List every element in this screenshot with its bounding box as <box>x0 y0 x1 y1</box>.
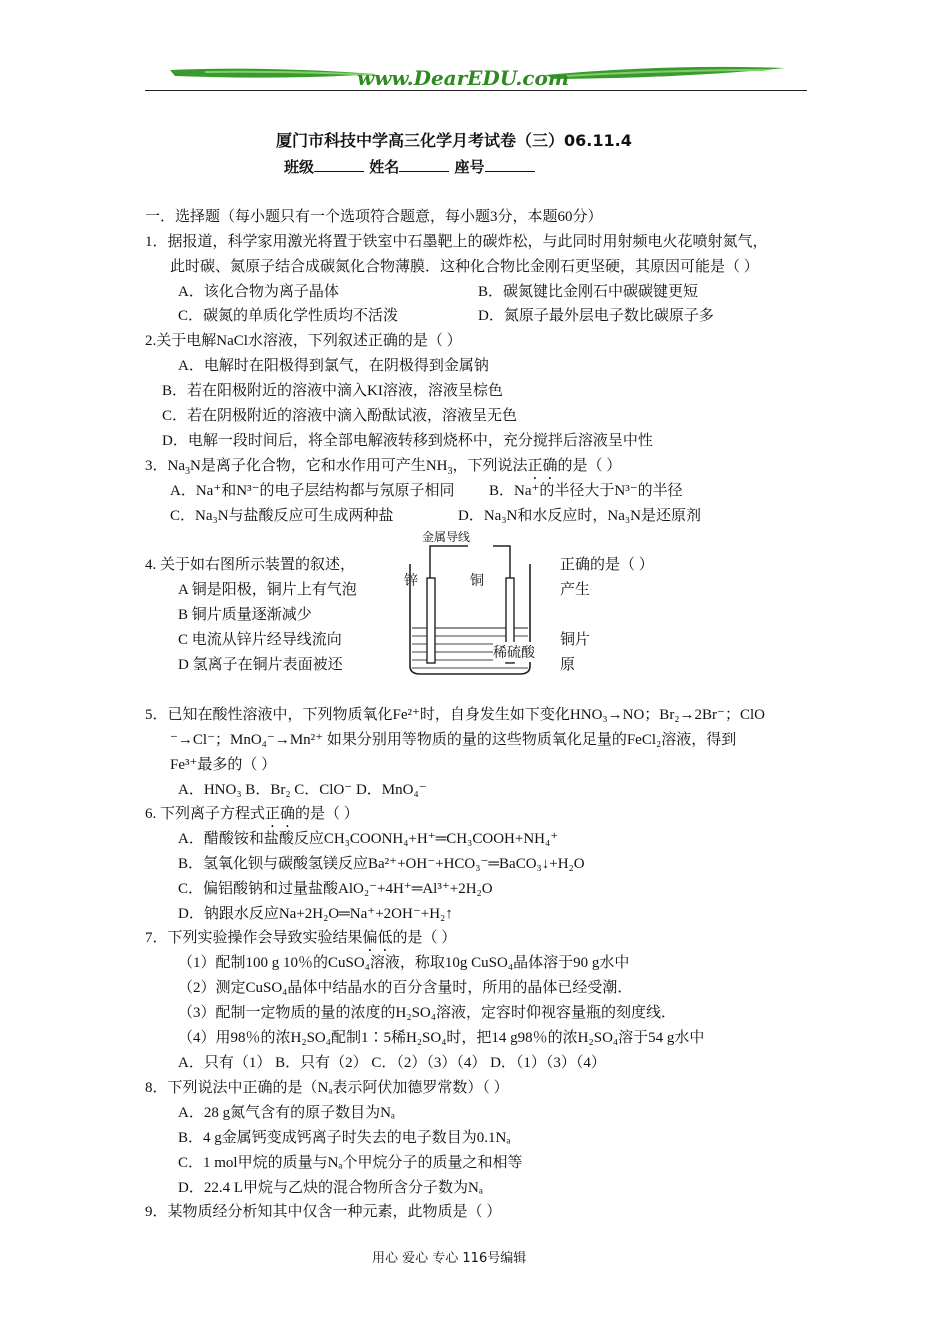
seat-label: 座号 <box>454 158 485 176</box>
q6-stem-part: 6. 下列离子方程式 <box>145 806 266 822</box>
q1-stem-line1: 1．据报道，科学家用激光将置于铁室中石墨靶上的碳炸松，与此同时用射频电火花喷射氮气， <box>145 234 768 250</box>
q2-option-d: D．电解一段时间后，将全部电解液转移到烧杯中，充分搅拌后溶液呈中性 <box>162 433 653 449</box>
name-label: 姓名 <box>369 158 400 176</box>
page-footer: 用心 爱心 专心 116号编辑 <box>372 1251 527 1266</box>
figure-copper-label: 铜 <box>470 574 484 589</box>
class-blank[interactable] <box>314 157 364 172</box>
q7-emphasis: 偏低 <box>362 930 393 946</box>
q1-option-c: C．碳氮的单质化学性质均不活泼 <box>178 308 399 324</box>
q3-stem-part: ，下列说法 <box>452 458 528 474</box>
name-blank[interactable] <box>399 157 449 172</box>
q8-stem: 8．下列说法中正确的是（Nₐ表示阿伏加德罗常数）（ ） <box>145 1080 509 1096</box>
q2-stem: 2.关于电解NaCl水溶液，下列叙述正确的是（ ） <box>145 333 462 349</box>
figure-wire-label: 金属导线 <box>422 530 471 544</box>
q6-emphasis: 正确 <box>265 806 296 822</box>
q6-stem-part: 的是（ ） <box>295 806 359 822</box>
q4-option-c-right: 铜片 <box>560 632 591 648</box>
q3-emphasis: 正确 <box>527 458 558 474</box>
q8-option-b: B．4 g金属钙变成钙离子时失去的电子数目为0.1Nₐ <box>178 1130 511 1146</box>
q6-option-c: C．偏铝酸钠和过量盐酸AlO₂⁻+4H⁺═Al³⁺+2H₂O <box>178 881 493 897</box>
q4-option-d: D 氢离子在铜片表面被还 <box>178 657 343 673</box>
q5-options: A．HNO₃ B．Br₂ C．ClO⁻ D．MnO₄⁻ <box>178 782 427 798</box>
q4-option-c: C 电流从锌片经导线流向 <box>178 632 342 648</box>
q8-option-c: C．1 mol甲烷的质量与Nₐ个甲烷分子的质量之和相等 <box>178 1155 523 1171</box>
q7-stem-part: 的是（ ） <box>392 930 457 946</box>
q7-statement-2: （2）测定CuSO₄晶体中结晶水的百分含量时，所用的晶体已经受潮． <box>178 980 633 996</box>
figure-acid-label: 稀硫酸 <box>493 642 535 662</box>
q3-option-b: B．Na⁺的半径大于N³⁻的半径 <box>489 483 683 499</box>
q3-option-d: D．Na₃N和水反应时，Na₃N是还原剂 <box>458 508 701 524</box>
q3-stem-part: 的是（ ） <box>557 458 622 474</box>
q9-stem: 9．某物质经分析知其中仅含一种元素，此物质是（ ） <box>145 1204 502 1220</box>
q7-options: A．只有（1） B．只有（2） C．（2）（3）（4） D．（1）（3）（4） <box>178 1055 606 1071</box>
q6-option-b: B．氢氧化钡与碳酸氢镁反应Ba²⁺+OH⁻+HCO₃⁻═BaCO₃↓+H₂O <box>178 856 585 872</box>
q4-option-d-right: 原 <box>560 657 576 673</box>
q3-stem-part: 3．Na <box>145 458 185 474</box>
q4-stem-right: 正确的是（ ） <box>560 557 654 573</box>
q3-option-c: C．Na₃N与盐酸反应可生成两种盐 <box>170 508 394 524</box>
galvanic-cell-figure <box>398 528 553 683</box>
q5-stem-line3: Fe³⁺最多的（ ） <box>170 757 277 773</box>
q2-option-a: A．电解时在阳极得到氯气，在阴极得到金属钠 <box>178 358 489 374</box>
q1-option-d: D．氮原子最外层电子数比碳原子多 <box>478 308 714 324</box>
figure-zinc-label: 锌 <box>404 574 418 589</box>
header-rule <box>145 90 807 91</box>
q3-sub: 3 <box>447 466 453 477</box>
section-heading: 一．选择题（每小题只有一个选项符合题意，每小题3分，本题60分） <box>145 209 603 225</box>
page-title: 厦门市科技中学高三化学月考试卷（三）06.11.4 <box>276 131 632 150</box>
q5-stem-line1: 5．已知在酸性溶液中，下列物质氧化Fe²⁺时，自身发生如下变化HNO₃→NO；Br₂→2Br⁻；ClO <box>145 707 765 723</box>
q7-statement-1: （1）配制100 g 10％的CuSO₄溶液，称取10g CuSO₄晶体溶于90 g水中 <box>178 955 630 971</box>
seat-blank[interactable] <box>485 157 535 172</box>
q3-stem-part: N是离子化合物，它和水作用可产生NH <box>190 458 448 474</box>
q4-option-b: B 铜片质量逐渐减少 <box>178 607 312 623</box>
q7-statement-3: （3）配制一定物质的量的浓度的H₂SO₄溶液，定容时仰视容量瓶的刻度线． <box>178 1005 676 1021</box>
q2-option-c: C．若在阴极附近的溶液中滴入酚酞试液，溶液呈无色 <box>162 408 518 424</box>
q8-option-d: D．22.4 L甲烷与乙炔的混合物所含分子数为Nₐ <box>178 1180 483 1196</box>
q1-stem-line2: 此时碳、氮原子结合成碳氮化合物薄膜．这种化合物比金刚石更坚硬，其原因可能是（ ） <box>170 259 759 275</box>
q7-stem-part: 7．下列实验操作会导致实验结果 <box>145 930 363 946</box>
q4-option-a: A 铜是阳极，铜片上有气泡 <box>178 582 357 598</box>
q6-option-d: D．钠跟水反应Na+2H₂O═Na⁺+2OH⁻+H₂↑ <box>178 906 453 922</box>
q3-sub: 3 <box>185 466 190 477</box>
student-fields <box>284 156 535 177</box>
q4-stem: 4. 关于如右图所示装置的叙述， <box>145 557 356 573</box>
site-url: www.DearEDU.com <box>357 66 570 90</box>
q7-statement-4: （4）用98％的浓H₂SO₄配制1∶5稀H₂SO₄时，把14 g98％的浓H₂SO₄溶于54 g水中 <box>178 1030 705 1046</box>
q8-option-a: A．28 g氮气含有的原子数目为Nₐ <box>178 1105 396 1121</box>
q1-option-a: A．该化合物为离子晶体 <box>178 284 339 300</box>
q4-option-a-right: 产生 <box>560 582 591 598</box>
q6-option-a: A．醋酸铵和盐酸反应CH₃COONH₄+H⁺═CH₃COOH+NH₄⁺ <box>178 831 559 847</box>
q2-option-b: B．若在阳极附近的溶液中滴入KI溶液，溶液呈棕色 <box>162 383 503 399</box>
q5-stem-line2: ⁻→Cl⁻；MnO₄⁻→Mn²⁺ 如果分别用等物质的量的这些物质氧化足量的FeCl₂溶液，得到 <box>170 732 737 748</box>
class-label: 班级 <box>284 158 315 176</box>
q3-option-a: A．Na⁺和N³⁻的电子层结构都与氖原子相同 <box>170 483 455 499</box>
q1-option-b: B．碳氮键比金刚石中碳碳键更短 <box>478 284 699 300</box>
